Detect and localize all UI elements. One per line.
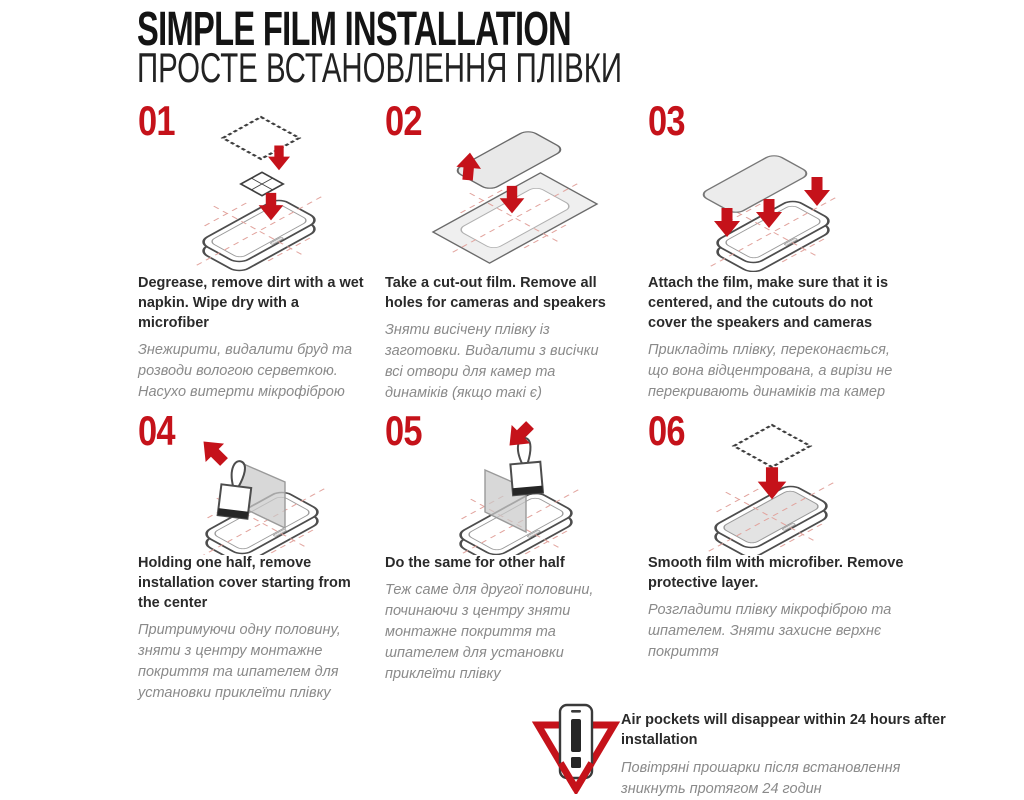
step-05-text-en: Do the same for other half bbox=[385, 555, 565, 571]
step-06-number: 06 bbox=[648, 407, 685, 454]
step-04-text-uk: Притримуючи одну половину, зняти з центру монтажне покриття та шпателем для установки приклеїти плівку bbox=[138, 622, 341, 702]
squeegee-second-half-icon bbox=[385, 420, 617, 555]
step-02-text-en: Take a cut-out film. Remove all holes for cameras and speakers bbox=[385, 275, 606, 311]
step-02 bbox=[385, 97, 617, 408]
step-04-text-en: Holding one half, remove installation cover starting from the center bbox=[138, 555, 351, 611]
step-01-text-uk: Знежирити, видалити бруд та розводи вологою серветкою. Насухо витерти мікрофіброю bbox=[138, 342, 353, 401]
film-attached-to-phone-icon bbox=[648, 114, 906, 272]
step-04 bbox=[138, 407, 370, 702]
step-01-number: 01 bbox=[138, 97, 175, 144]
air-pockets-warning bbox=[531, 698, 951, 800]
step-06-text-en: Smooth film with microfiber. Remove protective layer. bbox=[648, 555, 904, 591]
page-title-ukrainian: ПРОСТЕ ВСТАНОВЛЕННЯ ПЛІВКИ bbox=[137, 44, 623, 91]
step-06-text-uk: Розгладити плівку мікрофіброю та шпателем. Зняти захисне верхнє покриття bbox=[648, 602, 892, 661]
page-title-english: SIMPLE FILM INSTALLATION bbox=[137, 3, 571, 56]
step-01 bbox=[138, 97, 370, 408]
step-01-text-en: Degrease, remove dirt with a wet napkin. Wipe dry with a microfiber bbox=[138, 275, 364, 331]
step-03-number: 03 bbox=[648, 97, 685, 144]
step-03 bbox=[648, 97, 906, 408]
step-06 bbox=[648, 407, 906, 700]
step-03-text-uk: Прикладіть плівку, переконається, що вона відцентрована, а вирізи не перекривають динаміків та камер bbox=[648, 342, 893, 401]
warning-text-uk: Повітряні прошарки після встановлення зникнуть протягом 24 годин bbox=[621, 760, 901, 798]
step-04-number: 04 bbox=[138, 407, 175, 454]
phone-exclamation-warning-triangle-icon bbox=[531, 698, 621, 794]
microfiber-smoothing-icon bbox=[648, 420, 906, 555]
film-lifted-from-cutout-sheet-icon bbox=[385, 114, 617, 272]
step-05 bbox=[385, 407, 617, 700]
step-05-number: 05 bbox=[385, 407, 422, 454]
step-02-text-uk: Зняти висічену плівку із заготовки. Видалити з висічки всі отвори для камер та динаміків (якщо такі є) bbox=[385, 322, 599, 402]
step-05-text-uk: Теж саме для другої половини, починаючи з центру зняти монтажне покриття та шпателем для установки приклеїти плівку bbox=[385, 582, 594, 683]
step-02-number: 02 bbox=[385, 97, 422, 144]
squeegee-first-half-icon bbox=[138, 420, 370, 555]
microfiber-wipe-and-napkin-over-phone-icon bbox=[138, 114, 370, 272]
step-03-text-en: Attach the film, make sure that it is centered, and the cutouts do not cover the speakers and cameras bbox=[648, 275, 889, 331]
warning-text-en: Air pockets will disappear within 24 hours after installation bbox=[621, 712, 946, 748]
